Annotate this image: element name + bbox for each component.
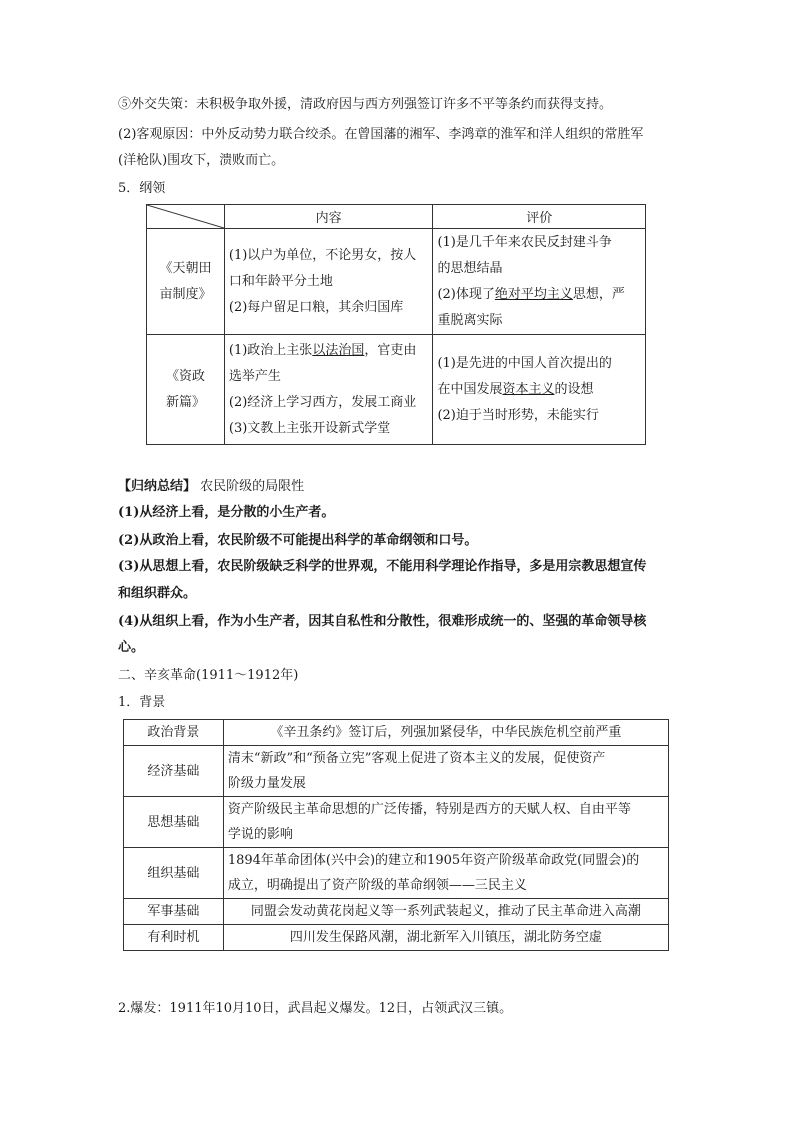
row-value: 《辛丑条约》签订后，列强加紧侵华，中华民族危机空前严重: [223, 720, 668, 746]
program-content: (1)政治上主张以法治国，官吏由 选举产生 (2)经济上学习西方，发展工商业 (3)文教上主张开设新式学堂: [224, 335, 433, 445]
header-content: 内容: [224, 205, 433, 229]
summary-point: (2)从政治上看，农民阶级不可能提出科学的革命纲领和口号。: [118, 533, 478, 548]
program-evaluation: (1)是几千年来农民反封建斗争 的思想结晶 (2)体现了绝对平均主义思想，严 重脱离实际: [433, 229, 646, 335]
table-row: [147, 229, 646, 335]
program-content: (1)以户为单位，不论男女，按人 口和年龄平分土地 (2)每户留足口粮，其余归国库: [224, 229, 433, 335]
row-key: 思想基础: [124, 797, 224, 848]
table-row: [124, 720, 669, 746]
row-value: 资产阶级民主革命思想的广泛传播，特别是西方的天赋人权、自由平等 学说的影响: [223, 797, 668, 848]
summary-point: 心。: [118, 640, 145, 655]
diagonal-header-cell: [147, 205, 225, 229]
diagonal-line: [147, 205, 224, 228]
program-name: 《天朝田 亩制度》: [147, 229, 225, 335]
table-row: [124, 848, 669, 899]
row-value: 清末“新政”和“预备立宪”客观上促进了资本主义的发展，促使资产 阶级力量发展: [223, 746, 668, 797]
summary-point: 和组织群众。: [118, 586, 197, 601]
summary-title: 【归纳总结】 农民阶级的局限性: [118, 479, 305, 494]
background-table: [123, 719, 669, 951]
program-table: [146, 204, 646, 445]
section-heading: 二、辛亥革命(1911～1912年): [118, 668, 299, 683]
row-value: 四川发生保路风潮，湖北新军入川镇压，湖北防务空虚: [223, 925, 668, 951]
text-line: 2.爆发：1911年10月10日，武昌起义爆发。12日，占领武汉三镇。: [118, 1001, 513, 1016]
table-row: [124, 899, 669, 925]
section-heading: 5．纲领: [118, 181, 166, 196]
subsection-heading: 1．背景: [118, 695, 166, 710]
row-key: 有利时机: [124, 925, 224, 951]
underlined-term: 以法治国: [312, 342, 365, 358]
text-line: (2)客观原因：中外反动势力联合绞杀。在曾国藩的湘军、李鸿章的淮军和洋人组织的常胜军: [118, 127, 644, 142]
row-key: 经济基础: [124, 746, 224, 797]
table-row: [147, 335, 646, 445]
summary-point: (1)从经济上看，是分散的小生产者。: [118, 505, 335, 520]
underlined-term: 资本主义: [502, 381, 555, 397]
underlined-term: 绝对平均主义: [494, 286, 573, 302]
header-evaluation: 评价: [433, 205, 646, 229]
row-value: 同盟会发动黄花岗起义等一系列武装起义，推动了民主革命进入高潮: [223, 899, 668, 925]
table-row: [124, 925, 669, 951]
row-key: 政治背景: [124, 720, 224, 746]
table-row: [124, 746, 669, 797]
row-value: 1894年革命团体(兴中会)的建立和1905年资产阶级革命政党(同盟会)的 成立，明确提出了资产阶级的革命纲领——三民主义: [223, 848, 668, 899]
summary-point: (3)从思想上看，农民阶级缺乏科学的世界观，不能用科学理论作指导，多是用宗教思想宣传: [118, 559, 647, 574]
text-line: ⑤外交失策：未积极争取外援，清政府因与西方列强签订许多不平等条约而获得支持。: [118, 97, 613, 112]
summary-point: (4)从组织上看，作为小生产者，因其自私性和分散性，很难形成统一的、坚强的革命领导核: [118, 614, 647, 629]
program-name: 《资政 新篇》: [147, 335, 225, 445]
row-key: 组织基础: [124, 848, 224, 899]
table-row: [124, 797, 669, 848]
text-line: (洋枪队)围攻下，溃败而亡。: [118, 153, 285, 168]
row-key: 军事基础: [124, 899, 224, 925]
program-evaluation: (1)是先进的中国人首次提出的 在中国发展资本主义的设想 (2)迫于当时形势，未能实行: [433, 335, 646, 445]
